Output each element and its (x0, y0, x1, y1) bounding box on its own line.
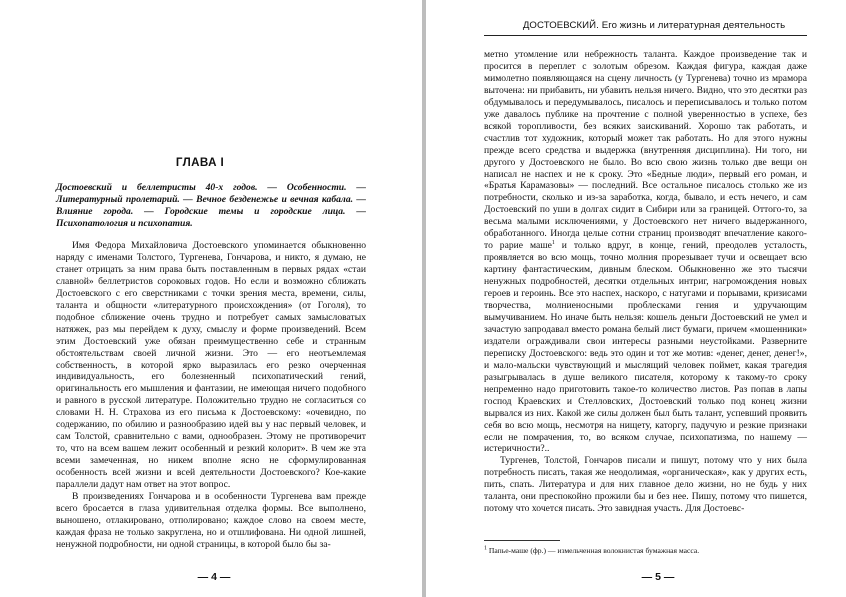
paragraph (484, 49, 807, 455)
paragraph: Имя Федора Михайловича Достоевского упоминается обыкновенно наряду с именами Толстого, Тургенева, Гончарова, и никто, я думаю, не станет отрицать за ним права быть поставленным в первых рядах «стаи славной» беллетристов сороковых годов. Но если и возможно сближать Достоевского с его сверстниками с точки зрения места, времени, силы, таланта и общности «литературного происхождения» (от Гоголя), то подобное сближение очень трудно и потребует самых замысловатых натяжек, раз мы перейдем к духу, смыслу и форме произведений. Всем этим Достоевский уже обязан преимущественно себе и странным обстоятельствам своей личной жизни. Это — его неотъемлемая собственность, в которой ярко выразилась его резко очерченная индивидуальность, его болезненный психопатический гений, оригинальность его мышления и фантазии, не имеющая ничего подобного и равного в русской литературе. Положительно трудно не согласиться со словами Н. Н. Страхова из его письма к Достоевскому: «очевидно, по содержанию, по обилию и разнообразию идей вы у нас первый человек, и сам Толстой, сравнительно с вами, однообразен. Этому не противоречит то, что на всем вашем лежит особенный и резкий колорит». В чем же эта всеми замеченная, но никем вполне ясно не сформулированная особенность всей жизни и всей деятельности Достоевского? Кое-какие параллели дадут нам ответ на этот вопрос. (56, 240, 366, 491)
header-rule (484, 35, 807, 36)
chapter-title: ГЛАВА I (175, 156, 225, 169)
paragraph: Тургенев, Толстой, Гончаров писали и пишут, потому что у них была потребность писать, такая же неодолимая, «органическая», как у других есть, пить, спать. Литература и для них главное дело жизни, но не будь у них таланта, они преспокойно прожили бы и без нее. Пишу, потому что пишется, потому что хочется писать. Это завидная участь. Для Достоевс- (484, 455, 807, 515)
left-page (0, 0, 422, 597)
page-number: — 4 — (197, 571, 231, 583)
chapter-summary: Достоевский и беллетристы 40-х годов. — Особенности. — Литературный пролетарий. — Вечное безденежье и вечная кабала. — Влияние города. — Городские темы и городские лица. — Психопатология и психопатия. (56, 182, 366, 229)
running-head: ДОСТОЕВСКИЙ. Его жизнь и литературная деятельность (522, 20, 786, 31)
paragraph-text: метно утомление или небрежность таланта. Каждое произведение так и просится в переплет с золотым обрезом. Каждая фигура, каждая даже мимолетно появляющаяся на сцену личность (у Тургенева) точно из мрамора выточена: ни прибавить, ни убавить нельзя ничего. Видно, что это десятки раз обдумывалось и передумывалось, писалось и переписывалось и только потом уже давалось публике на прочтение с полной уверенностью в успехе, без всякой торопливости, без всяких заискиваний. Хорошо так работать, и счастлив тот художник, который может так работать. Но для этого нужны прежде всего средства и выдержка (внутренняя дисциплина). Ни того, ни другого у Достоевского не было. Во всю свою жизнь только две вещи он написал не наспех и не к сроку. Это «Бедные люди», первый его роман, и «Братья Карамазовы» — последний. Все остальное писалось столько же из потребности, сколько и из-за заработка, когда, бывало, и есть нечего, и сам Достоевский по уши в долгах сидит в Сибири или за границей. Оттого-то, за весьма малыми исключениями, у Достоевского нет ничего выдержанного, обработанного. Иногда целые сотни страниц производят впечатление какого-то рарие маше (484, 49, 807, 252)
footnote-ref: 1 (551, 240, 555, 247)
right-page (426, 0, 846, 597)
paragraph: В произведениях Гончарова и в особенности Тургенева вам прежде всего бросается в глаза удивительная отделка формы. Все выполнено, выношено, отлакировано, отполировано; каждое слово на своем месте, каждая фраза не только закруглена, но и отшлифована. Ни одной лишней, ненужной подробности, ни одной страницы, в которой было бы за- (56, 491, 366, 550)
footnote-text: Папье-маше (фр.) — измельченная волокнистая бумажная масса. (488, 546, 700, 555)
footnote-marker: 1 (484, 545, 487, 552)
paragraph-text: и только вдруг, в конце, гений, преодолев усталость, проявляется во всю мощь, точно молния прорезывает тучи и освещает всю картину фантастическим, дивным блеском. Обыкновенно же это тысячи ненужных подробностей, десятки отдельных интриг, нагромождения новых героев и героинь. Все это наспех, наскоро, с натугами и порывами, кризисами творчества, молниеносными проблесками гения и удручающим вымучиванием. Но иначе быть нельзя: кошель деньги Достоевский не умел и зачастую запродавал вместо романа белый лист бумаги, причем «мошенники» издатели ограждивали свои интересы разными неустойками. Разверните переписку Достоевского: ведь это один и тот же мотив: «денег, денег, денег!», и мало-мальски чувствующий и мыслящий человек поймет, какая трагедия разыгрывалась в душе великого писателя, которому к такому-то сроку непременно надо приготовить такое-то количество листов. Раз попав в лапы господ Краевских и Стелловских, Достоевский только под конец жизни вырвался из них. Какой же силы должен был быть талант, успевший проявить себя во всю мощь, несмотря на нищету, каторгу, падучую и резкие признаки если не помрачения, то, во всяком случае, психопатизма, по нашему — истеричности?.. (484, 240, 807, 455)
page-number: — 5 — (641, 571, 675, 583)
left-body-text (56, 240, 366, 551)
right-body-text (484, 49, 807, 515)
footnote (484, 546, 807, 555)
footnote-rule (484, 540, 560, 541)
